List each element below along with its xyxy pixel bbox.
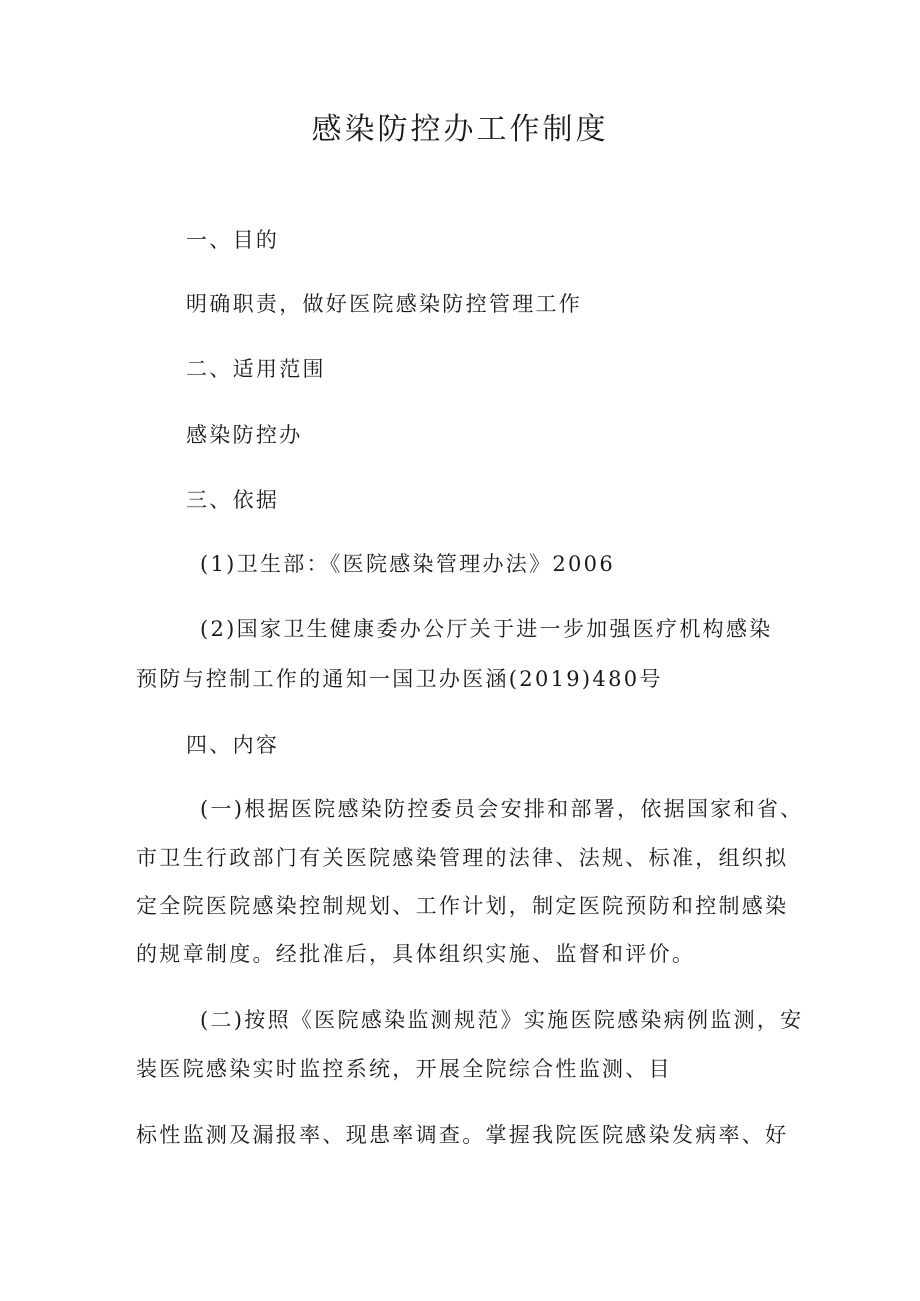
document-title: 感染防控办工作制度 (311, 112, 609, 147)
paragraph-line: 市卫生行政部门有关医院感染管理的法律、法规、标准，组织拟 (136, 846, 789, 870)
basis-item: (1)卫生部：《医院感染管理办法》2006 (200, 552, 615, 576)
content-item: (二)按照《医院感染监测规范》实施医院感染病例监测，安 (200, 1008, 804, 1032)
paragraph-line: 明确职责，做好医院感染防控管理工作 (186, 292, 583, 316)
section-heading-scope: 二、适用范围 (186, 357, 326, 381)
content-item: (一)根据医院感染防控委员会安排和部署，依据国家和省、 (200, 797, 804, 821)
basis-item: (2)国家卫生健康委办公厅关于进一步加强医疗机构感染 (200, 617, 773, 641)
section-heading-content: 四、内容 (186, 733, 280, 757)
paragraph-line: 的规章制度。经批准后，具体组织实施、监督和评价。 (136, 942, 696, 966)
section-heading-purpose: 一、目的 (186, 228, 280, 252)
section-heading-basis: 三、依据 (186, 488, 280, 512)
paragraph-line: 装医院感染实时监控系统，开展全院综合性监测、目 (136, 1057, 672, 1081)
paragraph-line: 标性监测及漏报率、现患率调查。掌握我院医院感染发病率、好 (136, 1123, 789, 1147)
paragraph-line: 定全院医院感染控制规划、工作计划，制定医院预防和控制感染 (136, 894, 789, 918)
paragraph-line: 感染防控办 (186, 423, 303, 447)
paragraph-line: 预防与控制工作的通知一国卫办医涵(2019)480号 (136, 667, 663, 691)
